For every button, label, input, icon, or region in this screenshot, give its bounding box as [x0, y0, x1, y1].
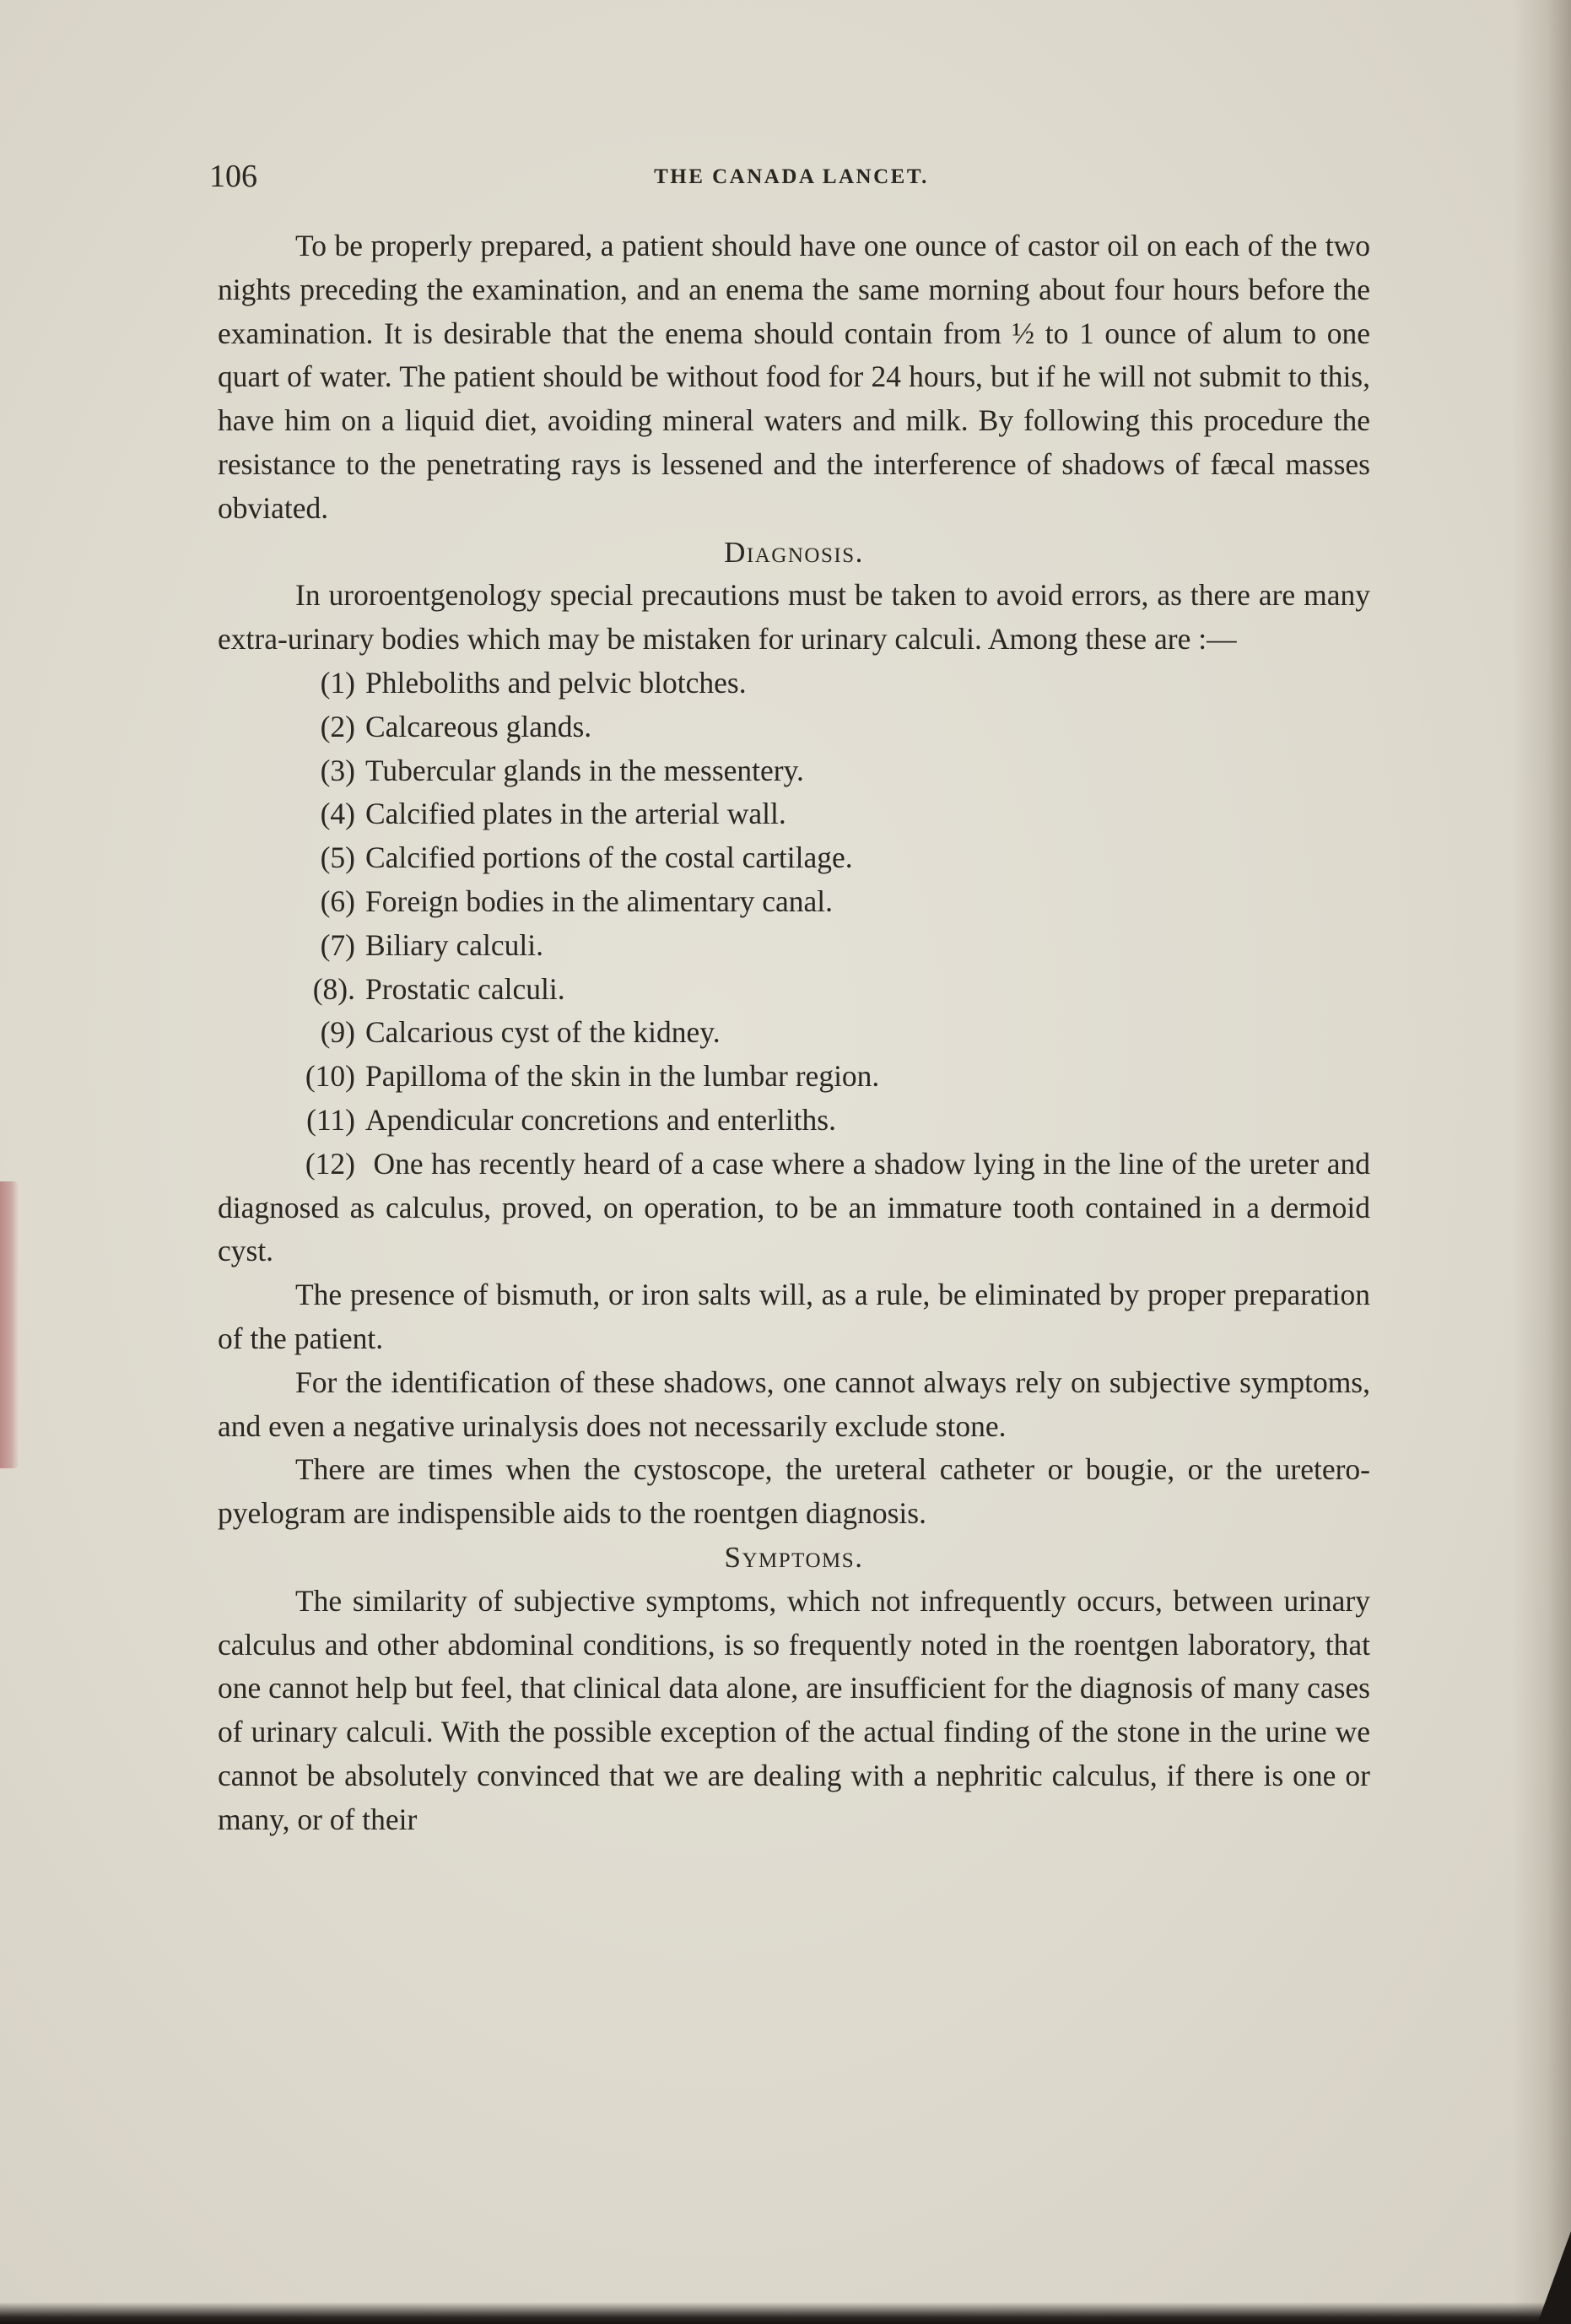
- list-item: [218, 924, 1370, 968]
- list-item-text: Tubercular glands in the messentery.: [365, 753, 804, 787]
- list-item-number: (6): [320, 884, 355, 918]
- list-item-number: (2): [320, 709, 355, 743]
- page-edge-tab: [0, 1181, 19, 1468]
- list-item-text: One has recently heard of a case where a shadow lying in the line of the ureter and diagnosed as calculus, proved, on operation, to be an immature tooth contained in a dermoid cyst.: [218, 1146, 1370, 1268]
- article-body: [218, 224, 1370, 1841]
- paragraph-identification: For the identification of these shadows, one cannot always rely on subjective symptoms, and even a negative urinalysis does not necessarily exclude stone.: [218, 1365, 1370, 1443]
- paragraph-cystoscope: There are times when the cystoscope, the ureteral catheter or bougie, or the uretero-pyelogram are indispensible aids to the roentgen diagnosis.: [218, 1452, 1370, 1531]
- list-item-text: Biliary calculi.: [365, 927, 543, 962]
- list-item-text: Prostatic calculi.: [365, 971, 565, 1006]
- list-item-number: (3): [320, 753, 355, 787]
- list-item-12: [218, 1143, 1370, 1273]
- paragraph-symptoms: The similarity of subjective symptoms, which not infrequently occurs, between urinary calculus and other abdominal conditions, is so frequently noted in the roentgen laboratory, that one cannot help but feel, that clinical data alone, are insufficient for the diagnosis of many cases of urinary calculi. With the possible exception of the actual finding of the stone in the urine we cannot be absolutely convinced that we are dealing with a nephritic calculus, if there is one or many, or of their: [218, 1583, 1370, 1836]
- list-item-number: (12): [305, 1146, 355, 1181]
- list-item: [218, 836, 1370, 880]
- list-item-number: (5): [320, 840, 355, 875]
- list-item: [218, 1099, 1370, 1143]
- list-item: [218, 880, 1370, 924]
- paragraph-bismuth: The presence of bismuth, or iron salts will, as a rule, be eliminated by proper preparation of the patient.: [218, 1278, 1370, 1355]
- page-header: [209, 155, 1374, 197]
- paragraph-preparation: To be properly prepared, a patient should have one ounce of castor oil on each of the two nights preceding the examination, and an enema the same morning about four hours before the examination. It is desirable that the enema should contain from ½ to 1 ounce of alum to one quart of water. The patient should be without food for 24 hours, but if he will not submit to this, have him on a liquid diet, avoiding mineral waters and milk. By following this procedure the resistance to the penetrating rays is lessened and the interference of shadows of fæcal masses obviated.: [218, 229, 1370, 525]
- running-head: THE CANADA LANCET.: [654, 165, 929, 188]
- list-item-number: (7): [320, 927, 355, 962]
- list-item-number: (10): [305, 1059, 355, 1094]
- list-item-number: (11): [306, 1102, 355, 1137]
- list-item-text: Calcified portions of the costal cartilage.: [365, 840, 853, 875]
- page-bottom-edge: [0, 2302, 1571, 2324]
- list-item: [218, 749, 1370, 793]
- list-item: [218, 1055, 1370, 1099]
- list-item-number: (1): [320, 665, 355, 700]
- list-item-number: (8).: [312, 971, 355, 1006]
- list-item: [218, 968, 1370, 1012]
- section-heading-symptoms: Symptoms.: [724, 1540, 864, 1574]
- page-corner-shadow: [1537, 2231, 1571, 2324]
- list-item-text: Phleboliths and pelvic blotches.: [365, 665, 747, 700]
- extra-urinary-bodies-list: [218, 662, 1370, 1143]
- binding-shadow: [1512, 0, 1571, 2324]
- list-item-text: Calcareous glands.: [365, 709, 592, 743]
- list-item: [218, 1011, 1370, 1055]
- list-item-number: (9): [320, 1015, 355, 1050]
- list-item-text: Papilloma of the skin in the lumbar region.: [365, 1059, 880, 1094]
- page-number: 106: [209, 159, 257, 194]
- list-item-number: (4): [320, 797, 355, 831]
- list-item-text: Calcified plates in the arterial wall.: [365, 797, 786, 831]
- list-item-text: Foreign bodies in the alimentary canal.: [365, 884, 834, 918]
- list-item: [218, 792, 1370, 836]
- list-item: [218, 705, 1370, 749]
- list-item-text: Calcarious cyst of the kidney.: [365, 1015, 721, 1050]
- section-heading-diagnosis: Diagnosis.: [724, 535, 864, 569]
- list-item: [218, 662, 1370, 705]
- paragraph-diagnosis-intro: In uroroentgenology special precautions must be taken to avoid errors, as there are many extra-urinary bodies which may be mistaken for urinary calculi. Among these are :—: [218, 578, 1370, 657]
- list-item-text: Apendicular concretions and enterliths.: [365, 1102, 836, 1137]
